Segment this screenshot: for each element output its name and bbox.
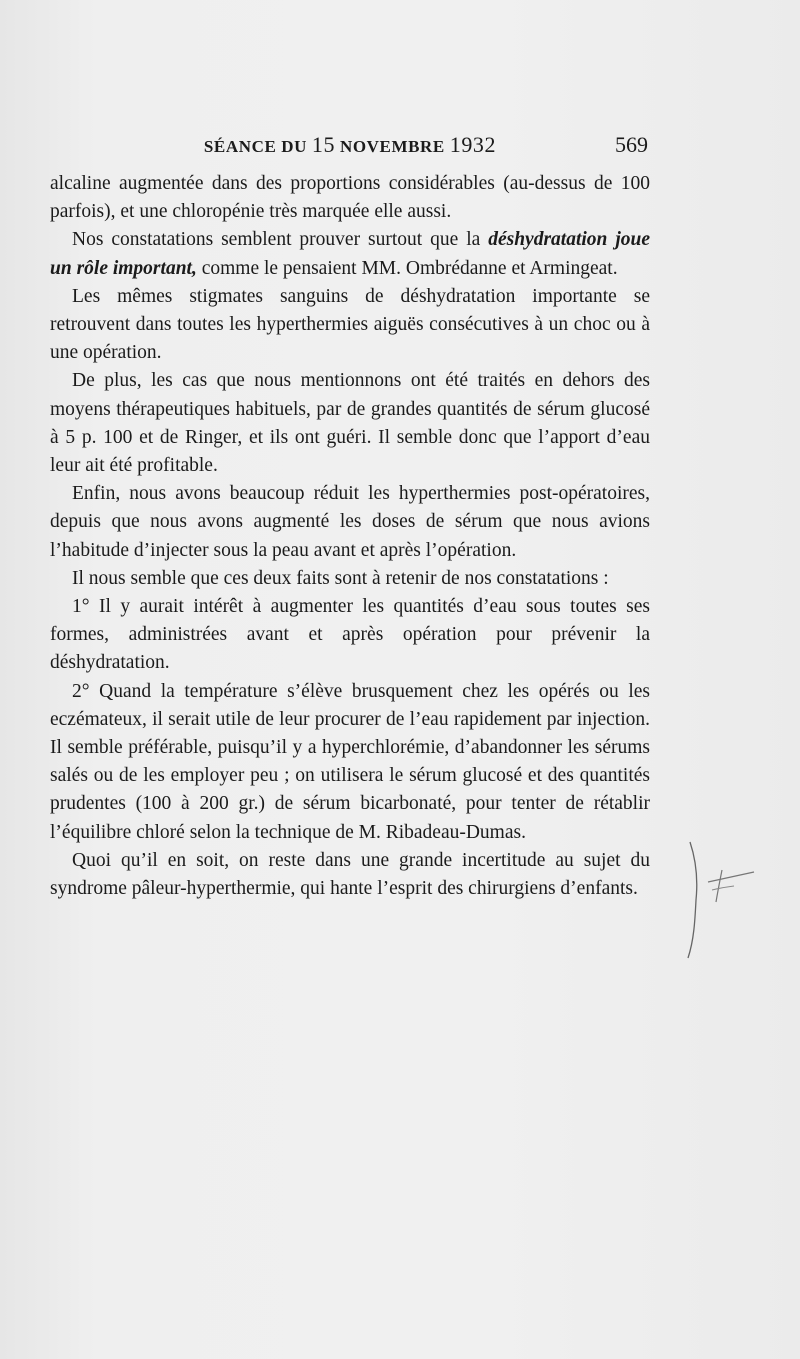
- paragraph-2-end: comme le pensaient MM. Ombrédanne et Armingeat.: [196, 257, 618, 279]
- paragraph-3: Les mêmes stigmates sanguins de déshydratation importante se retrouvent dans toutes les hyperthermies aiguës consécutives à un choc ou à une opération.: [50, 285, 650, 364]
- body-text: [50, 170, 650, 903]
- paragraph-2-emphasis: déshydratation joue un rôle important,: [50, 229, 650, 279]
- running-head-day: 15: [311, 132, 336, 157]
- paragraph-2-start: Nos constatations semblent prouver surtout que la: [72, 229, 489, 251]
- paragraph-8: 2° Quand la température s’élève brusquement chez les opérés ou les eczémateux, il serait utile de leur procurer de l’eau rapidement par injection. Il semble préférable, puisqu’il y a hyperchlorémie, d’abandonner les sérums salés ou de les employer peu ; on utilisera le sérum glucosé et des quantités prudentes (100 à 200 gr.) de sérum bicarbonaté, pour tenter de rétablir l’équilibre chloré selon la technique de M. Ribadeau-Dumas.: [50, 680, 650, 843]
- running-head-month: NOVEMBRE: [339, 137, 445, 156]
- paragraph-6: Il nous semble que ces deux faits sont à retenir de nos constatations :: [72, 567, 609, 589]
- pencil-bracket-mark: [686, 840, 766, 960]
- page-header: [0, 128, 800, 162]
- running-head-year: 1932: [449, 132, 497, 157]
- paragraph-5: Enfin, nous avons beaucoup réduit les hyperthermies post-opératoires, depuis que nous avons augmenté les doses de sérum que nous avions l’habitude d’injecter sous la peau avant et après l’opération.: [50, 483, 650, 561]
- paragraph-9: Quoi qu’il en soit, on reste dans une grande incertitude au sujet du syndrome pâleur-hyperthermie, qui hante l’esprit des chirurgiens d’enfants.: [50, 849, 650, 900]
- running-head: [200, 128, 500, 164]
- paragraph-1: alcaline augmentée dans des proportions considérables (au-dessus de 100 parfois), et une chloropénie très marquée elle aussi.: [50, 173, 650, 223]
- paragraph-4: De plus, les cas que nous mentionnons ont été traités en dehors des moyens thérapeutiques habituels, par de grandes quantités de sérum glucosé à 5 p. 100 et de Ringer, et ils ont guéri. Il semble donc que l’apport d’eau leur ait été profitable.: [50, 370, 650, 477]
- paragraph-2: [50, 226, 650, 282]
- page-number: 569: [615, 132, 648, 157]
- running-head-prefix: SÉANCE DU: [203, 137, 308, 156]
- paragraph-7: 1° Il y aurait intérêt à augmenter les quantités d’eau sous toutes ses formes, administrées avant et après opération pour prévenir la déshydratation.: [50, 596, 650, 674]
